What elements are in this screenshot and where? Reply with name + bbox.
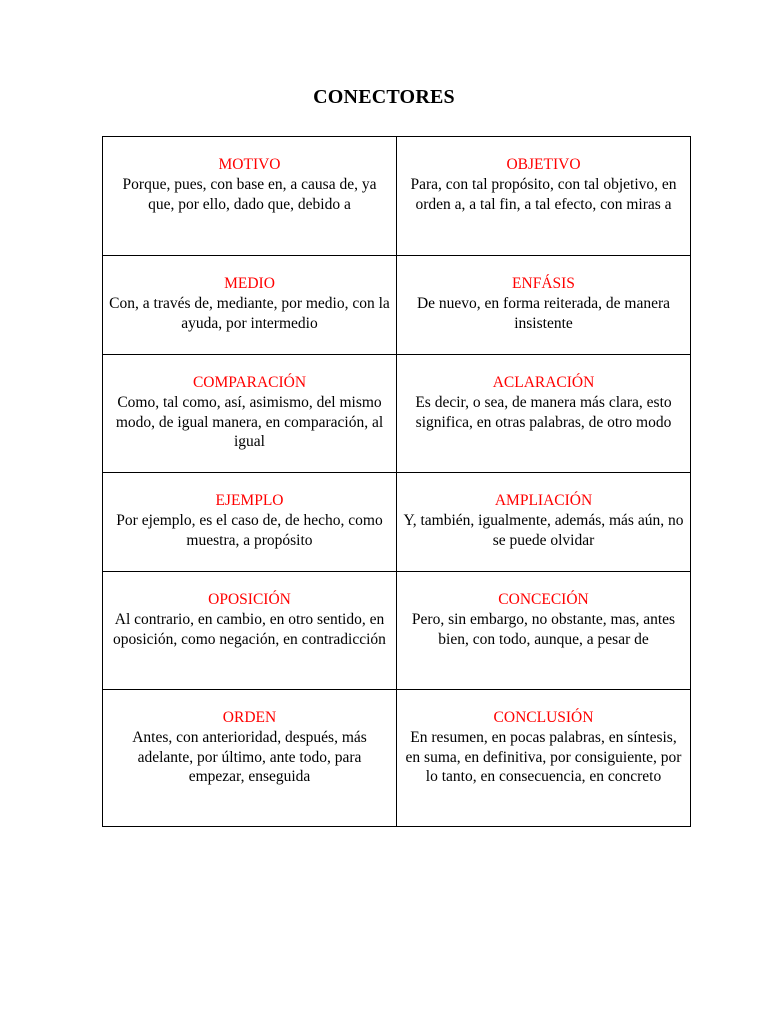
connector-cell-comparacion xyxy=(103,355,397,473)
cell-text: Antes, con anterioridad, después, más adelante, por último, ante todo, para empezar, enseguida xyxy=(132,729,367,785)
cell-heading: CONCECIÓN xyxy=(498,591,589,608)
cell-heading: OBJETIVO xyxy=(506,156,581,173)
connector-cell-ampliacion xyxy=(397,473,691,572)
cell-heading: ORDEN xyxy=(222,709,277,726)
cell-text: Es decir, o sea, de manera más clara, esto significa, en otras palabras, de otro modo xyxy=(415,394,672,431)
cell-text: Y, también, igualmente, además, más aún, no se puede olvidar xyxy=(403,512,684,549)
cell-text: Al contrario, en cambio, en otro sentido, en oposición, como negación, en contradicción xyxy=(113,611,386,648)
connector-cell-medio xyxy=(103,256,397,355)
connector-cell-orden xyxy=(103,690,397,827)
cell-heading: AMPLIACIÓN xyxy=(494,492,593,509)
cell-text: Como, tal como, así, asimismo, del mismo modo, de igual manera, en comparación, al igual xyxy=(115,394,384,450)
connector-cell-enfasis xyxy=(397,256,691,355)
cell-text: Pero, sin embargo, no obstante, mas, antes bien, con todo, aunque, a pesar de xyxy=(411,611,676,648)
cell-heading: EJEMPLO xyxy=(215,492,284,509)
table-row xyxy=(103,572,691,690)
connector-cell-motivo xyxy=(103,137,397,256)
connector-cell-concecion xyxy=(397,572,691,690)
cell-heading: COMPARACIÓN xyxy=(192,374,307,391)
cell-heading: OPOSICIÓN xyxy=(208,591,291,608)
cell-heading: ACLARACIÓN xyxy=(492,374,595,391)
connectors-table xyxy=(102,136,691,827)
cell-text: Con, a través de, mediante, por medio, con la ayuda, por intermedio xyxy=(109,295,390,332)
cell-heading: ENFÁSIS xyxy=(512,275,575,292)
cell-text: Porque, pues, con base en, a causa de, ya que, por ello, dado que, debido a xyxy=(122,176,377,213)
cell-heading: CONCLUSIÓN xyxy=(493,709,594,726)
page-title: CONECTORES xyxy=(313,86,455,108)
table-row xyxy=(103,473,691,572)
connector-cell-objetivo xyxy=(397,137,691,256)
table-row xyxy=(103,690,691,827)
connector-cell-ejemplo xyxy=(103,473,397,572)
connector-cell-oposicion xyxy=(103,572,397,690)
table-row xyxy=(103,256,691,355)
cell-text: Para, con tal propósito, con tal objetivo, en orden a, a tal fin, a tal efecto, con miras a xyxy=(410,176,677,213)
cell-text: De nuevo, en forma reiterada, de manera insistente xyxy=(416,295,671,332)
table-row xyxy=(103,355,691,473)
connector-cell-aclaracion xyxy=(397,355,691,473)
cell-heading: MEDIO xyxy=(224,275,275,292)
cell-text: En resumen, en pocas palabras, en síntesis, en suma, en definitiva, por consiguiente, por lo tanto, en consecuencia, en concreto xyxy=(405,729,682,785)
connector-cell-conclusion xyxy=(397,690,691,827)
cell-text: Por ejemplo, es el caso de, de hecho, como muestra, a propósito xyxy=(116,512,383,549)
cell-heading: MOTIVO xyxy=(218,156,281,173)
table-row xyxy=(103,137,691,256)
